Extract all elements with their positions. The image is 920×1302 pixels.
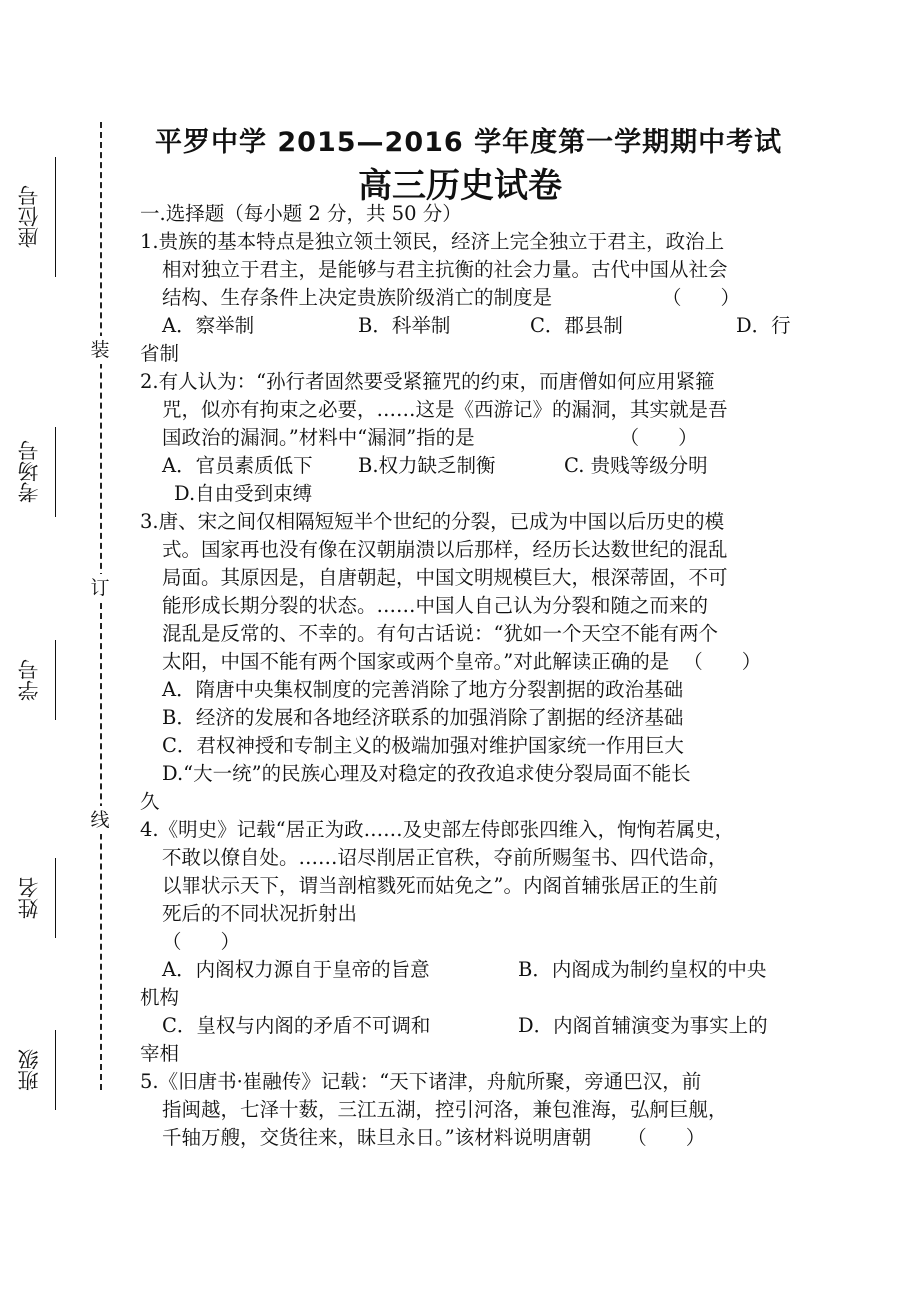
- student-name-underline: [56, 858, 57, 938]
- option-c[interactable]: C．皇权与内阁的矛盾不可调和: [162, 1014, 431, 1037]
- question-text-line: 国政治的漏洞。”材料中“漏洞”指的是: [162, 426, 475, 449]
- binding-mark-ding: 订: [86, 574, 114, 602]
- option-d[interactable]: D．行: [736, 314, 791, 337]
- question-text-line: 4.《明史》记载“居正为政……及史部左侍郎张四维入，恂恂若属史，: [140, 818, 735, 841]
- option-b[interactable]: B．经济的发展和各地经济联系的加强消除了割据的经济基础: [162, 706, 684, 729]
- option-d-wrap: 省制: [140, 342, 180, 365]
- option-d-wrap: 久: [140, 790, 160, 813]
- question-text-line: 3.唐、宋之间仅相隔短短半个世纪的分裂，已成为中国以后历史的模: [140, 510, 725, 533]
- option-a[interactable]: A．官员素质低下: [162, 454, 313, 477]
- seat-number-label: 座位号: [17, 185, 41, 249]
- question-text-line: 能形成长期分裂的状态。……中国人自己认为分裂和随之而来的: [162, 594, 709, 617]
- student-number-field[interactable]: [14, 620, 66, 740]
- binding-mark-zhuang: 装: [86, 336, 114, 364]
- exam-room-underline: [56, 427, 57, 517]
- option-b-wrap: 机构: [140, 986, 180, 1009]
- question-1: [140, 228, 810, 368]
- question-text-line: 以罪状示天下，谓当剖棺戮死而姑免之”。内阁首辅张居正的生前: [162, 874, 718, 897]
- option-a[interactable]: A．隋唐中央集权制度的完善消除了地方分裂割据的政治基础: [162, 678, 684, 701]
- question-text-line: 局面。其原因是，自唐朝起，中国文明规模巨大，根深蒂固，不可: [162, 566, 728, 589]
- option-b[interactable]: B．内阁成为制约皇权的中央: [518, 958, 767, 981]
- answer-bracket[interactable]: （ ）: [162, 930, 241, 953]
- option-a[interactable]: A．察举制: [162, 314, 255, 337]
- question-4: [140, 816, 810, 1068]
- option-b[interactable]: B．科举制: [358, 314, 451, 337]
- class-underline: [56, 1030, 57, 1110]
- class-field[interactable]: [14, 1010, 66, 1130]
- option-d[interactable]: D.自由受到束缚: [174, 482, 313, 505]
- answer-bracket[interactable]: （ ）: [683, 650, 762, 673]
- student-number-underline: [56, 640, 57, 720]
- option-c[interactable]: C．郡县制: [530, 314, 623, 337]
- student-number-label: 学号: [17, 659, 41, 701]
- student-name-label: 姓名: [17, 877, 41, 919]
- question-text-line: 式。国家再也没有像在汉朝崩溃以后那样，经历长达数世纪的混乱: [162, 538, 728, 561]
- question-text-line: 指闽越，七泽十薮，三江五湖，控引河洛，兼包淮海，弘舸巨舰，: [162, 1098, 728, 1121]
- question-text-line: 千轴万艘，交货往来，昧旦永日。”该材料说明唐朝: [162, 1126, 592, 1149]
- question-text-line: 不敢以僚自处。……诏尽削居正官秩，夺前所赐玺书、四代诰命，: [162, 846, 728, 869]
- question-text-line: 5.《旧唐书·崔融传》记载：“天下诸津，舟航所聚，旁通巴汉，前: [140, 1070, 702, 1093]
- class-label: 班级: [17, 1049, 41, 1091]
- question-text-line: 太阳，中国不能有两个国家或两个皇帝。”对此解读正确的是: [162, 650, 670, 673]
- student-name-field[interactable]: [14, 838, 66, 958]
- school-exam-title: 平罗中学 2015—2016 学年度第一学期期中考试: [155, 127, 783, 158]
- question-text-line: 咒，似亦有拘束之必要，……这是《西游记》的漏洞，其实就是吾: [162, 398, 728, 421]
- exam-subject-title: 高三历史试卷: [358, 166, 562, 206]
- binding-dashed-line: [100, 122, 102, 1090]
- option-a[interactable]: A．内阁权力源自于皇帝的旨意: [162, 958, 430, 981]
- question-5: [140, 1068, 810, 1152]
- question-text-line: 1.贵族的基本特点是独立领土领民，经济上完全独立于君主，政治上: [140, 230, 725, 253]
- answer-bracket[interactable]: （ ）: [619, 426, 698, 449]
- question-text-line: 相对独立于君主，是能够与君主抗衡的社会力量。古代中国从社会: [162, 258, 728, 281]
- option-c[interactable]: C．君权神授和专制主义的极端加强对维护国家统一作用巨大: [162, 734, 684, 757]
- option-d[interactable]: D．内阁首辅演变为事实上的: [518, 1014, 768, 1037]
- option-d[interactable]: D.“大一统”的民族心理及对稳定的孜孜追求使分裂局面不能长: [162, 762, 691, 785]
- exam-room-label: 考场号: [17, 440, 41, 504]
- answer-bracket[interactable]: （ ）: [662, 286, 741, 309]
- question-2: [140, 368, 810, 508]
- question-text-line: 2.有人认为：“孙行者固然要受紧箍咒的约束，而唐僧如何应用紧箍: [140, 370, 715, 393]
- answer-bracket[interactable]: （ ）: [627, 1126, 706, 1149]
- option-c[interactable]: C. 贵贱等级分明: [564, 454, 708, 477]
- question-text-line: 死后的不同状况折射出: [162, 902, 358, 925]
- question-text-line: 混乱是反常的、不幸的。有句古话说：“犹如一个天空不能有两个: [162, 622, 718, 645]
- option-d-wrap: 宰相: [140, 1042, 180, 1065]
- exam-room-field[interactable]: [14, 402, 66, 542]
- binding-mark-xian: 线: [86, 806, 114, 834]
- question-text-line: 结构、生存条件上决定贵族阶级消亡的制度是: [162, 286, 553, 309]
- question-3: [140, 508, 810, 816]
- option-b[interactable]: B.权力缺乏制衡: [358, 454, 496, 477]
- exam-content: [140, 200, 810, 1152]
- section-heading: 一.选择题（每小题 2 分，共 50 分）: [140, 202, 462, 225]
